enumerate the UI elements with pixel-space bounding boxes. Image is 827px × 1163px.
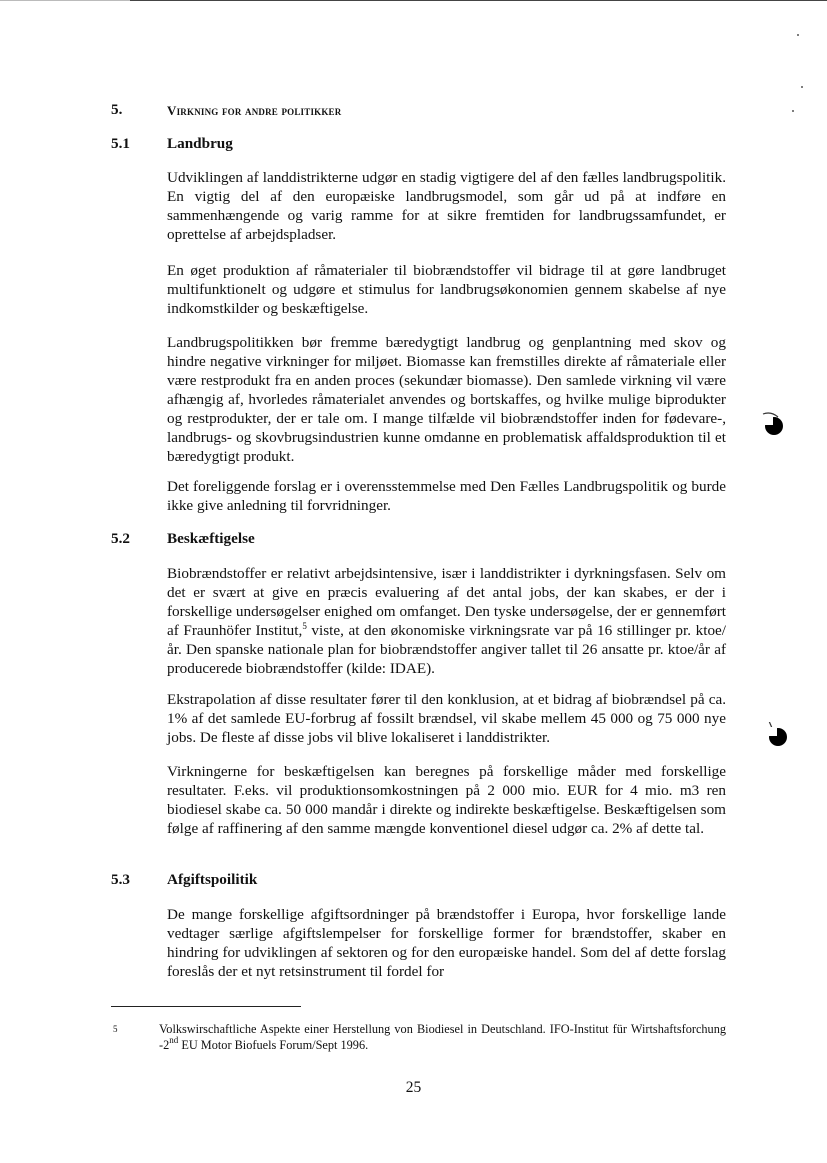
footnote-text [159, 1021, 726, 1053]
scan-speck [797, 34, 799, 36]
paragraph: Det foreliggende forslag er i overensstemmelse med Den Fælles Landbrugspolitik og burde ikke give anledning til forvridninger. [167, 478, 726, 514]
paragraph: Udviklingen af landdistrikterne udgør en stadig vigtigere del af den fælles landbrugspolitik. En vigtig del af den europæiske landbrugsmodel, som går ud på at indføre en sammenhængende og varig ramme for at sikre fremtiden for landbrugssamfundet, er oprettelse af arbejdspladser. [167, 169, 726, 243]
subsection-title: Beskæftigelse [167, 530, 255, 547]
section-number: 5. [111, 101, 123, 118]
scan-speck [792, 110, 794, 112]
subsection-number: 5.3 [111, 871, 130, 888]
paragraph: Landbrugspolitikken bør fremme bæredygtigt landbrug og genplantning med skov og hindre negative virkninger for miljøet. Biomasse kan fremstilles direkte af råmateriale eller være restprodukt fra en anden proces (sekundær biomasse). Den samlede virkning vil være afhængig af, hvorledes råmaterialet anvendes og bortskaffes, og hvilke mulige biprodukter og restprodukter, der er tale om. I mange tilfælde vil biobrændstoffer inden for fødevare-, landbrugs- og skovbrugsindustrien kunne omdanne en problematisk affaldsproduktion til et bæredygtigt produkt. [167, 334, 726, 465]
scan-top-edge [0, 0, 827, 1]
subsection-title: Afgiftspoilitik [167, 871, 258, 888]
footnote-text-part: Volkswirschaftliche Aspekte einer Herstellung von Biodiesel in Deutschland. IFO-Institut für Wirtshaftsforchung -2 [159, 1022, 726, 1052]
paragraph-text: viste, at den økonomiske virkningsrate var på 16 stillinger pr. ktoe/år. Den spanske nationale plan for biobrændstoffer angiver tallet til 26 ansatte pr. ktoe/år af producerede biobrændstoffer (kilde: IDAE). [167, 622, 727, 677]
subsection-number: 5.2 [111, 530, 130, 547]
footnote-mark: 5 [113, 1024, 118, 1034]
footnote-separator [111, 1006, 301, 1007]
paragraph: Virkningerne for beskæftigelsen kan beregnes på forskellige måder med forskellige resultater. F.eks. vil produktionsomkostningen på 2 000 mio. EUR for 4 mio. m3 ren biodiesel skabe ca. 50 000 mandår i direkte og indirekte beskæftigelse. Beskæftigelsen som følge af raffinering af den samme mængde konventionel diesel udgør ca. 2% af dette tal. [167, 763, 726, 837]
footnote-superscript: nd [169, 1035, 179, 1045]
paragraph: En øget produktion af råmaterialer til biobrændstoffer vil bidrage til at gøre landbruget multifunktionelt og udgøre et stimulus for landbrugsøkonomien gennem skabelse af nye indkomstkilder og beskæftigelse. [167, 262, 726, 317]
paragraph: Ekstrapolation af disse resultater fører til den konklusion, at et bidrag af biobrændsel på ca. 1% af det samlede EU-forbrug af fossilt brændsel, vil skabe mellem 45 000 og 75 000 nye jobs. De fleste af disse jobs vil blive lokaliseret i landdistrikter. [167, 691, 726, 746]
footnote-reference: 5 [302, 621, 307, 631]
subsection-number: 5.1 [111, 135, 130, 152]
paragraph [167, 564, 726, 678]
page-number: 25 [405, 1079, 422, 1096]
punch-hole-icon [761, 412, 785, 436]
punch-hole-icon [765, 722, 789, 746]
section-title: Virkning for andre politikker [167, 103, 342, 118]
paragraph-text: Biobrændstoffer er relativt arbejdsintensive, især i landdistrikter i dyrkningsfasen. Selv om det er svært at give en præcis evaluering af det antal jobs, der kan skabes, er der i forskellige undersøgelser enighed om omfanget. Den tyske undersøgelse, der er gennemført af Fraunhöfer Institut, [167, 565, 726, 639]
paragraph: De mange forskellige afgiftsordninger på brændstoffer i Europa, hvor forskellige lande vedtager særlige afgiftslempelser for forskellige former for brændstoffer, skaber en hindring for udviklingen af sektoren og for den europæiske handel. Som del af dette forslag foreslås der et nyt retsinstrument til fordel for [167, 906, 726, 980]
scan-speck [801, 86, 803, 88]
subsection-title: Landbrug [167, 135, 233, 152]
footnote-text-part: EU Motor Biofuels Forum/Sept 1996. [178, 1038, 369, 1052]
